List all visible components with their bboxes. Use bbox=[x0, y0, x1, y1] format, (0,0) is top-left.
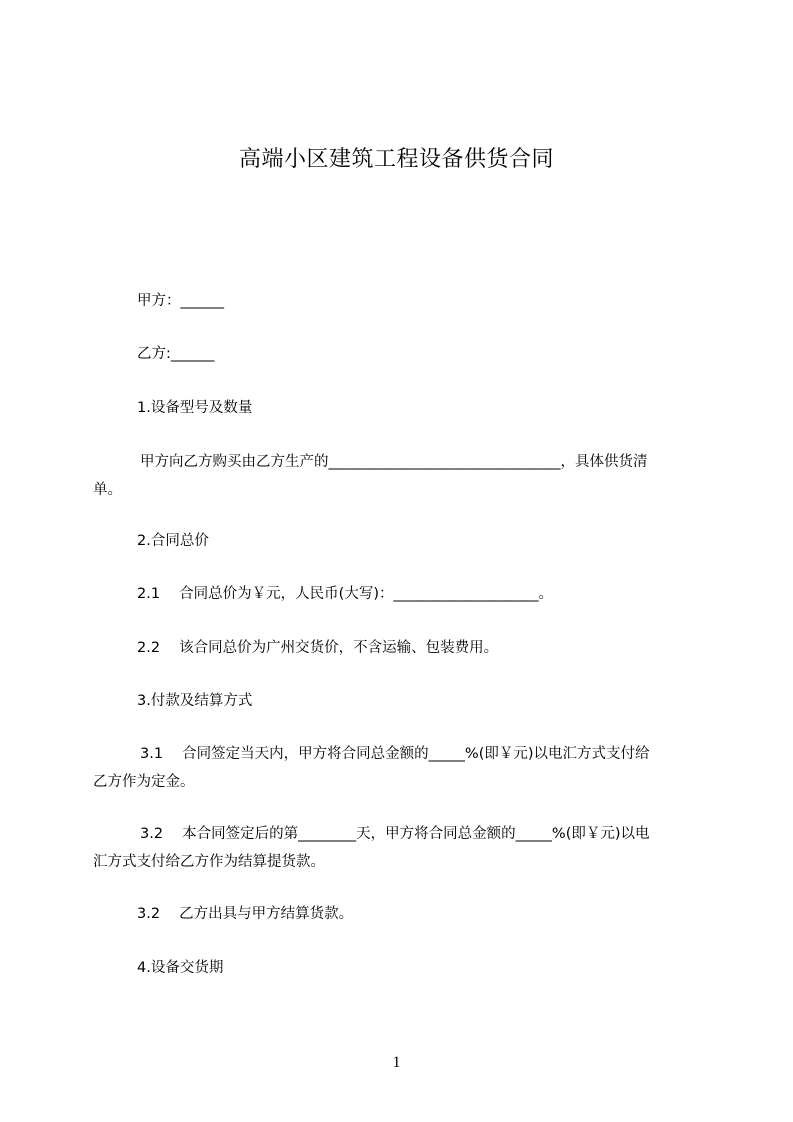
clause-3-2b: 3.2 乙方出具与甲方结算货款。 bbox=[137, 906, 354, 922]
clause-3-1-line-1: 3.1 合同签定当天内，甲方将合同总金额的_____%(即￥元)以电汇方式支付给 bbox=[140, 746, 650, 762]
clause-3-1-paragraph bbox=[93, 740, 705, 796]
section-4-heading: 4.设备交货期 bbox=[137, 960, 224, 976]
section-3-heading: 3.付款及结算方式 bbox=[137, 693, 253, 709]
clause-3-2a-line-2: 汇方式支付给乙方作为结算提货款。 bbox=[93, 854, 325, 870]
clause-2-1: 2.1 合同总价为￥元，人民币(大写)：____________________。 bbox=[137, 586, 553, 602]
section-1-heading: 1.设备型号及数量 bbox=[137, 400, 253, 416]
section-2-heading: 2.合同总价 bbox=[137, 533, 209, 549]
clause-3-1-line-2: 乙方作为定金。 bbox=[93, 774, 195, 790]
page-number: 1 bbox=[392, 1054, 401, 1071]
clause-3-2a-line-1: 3.2 本合同签定后的第________天，甲方将合同总金额的_____%(即￥元)以电 bbox=[140, 826, 650, 842]
section-1-paragraph bbox=[93, 448, 705, 504]
section-1-paragraph-line-2: 单。 bbox=[93, 482, 122, 498]
section-1-paragraph-line-1: 甲方向乙方购买由乙方生产的________________________________，具体供货清 bbox=[140, 454, 648, 470]
clause-3-2a-paragraph bbox=[93, 820, 705, 876]
clause-2-2: 2.2 该合同总价为广州交货价，不含运输、包装费用。 bbox=[137, 640, 499, 656]
document-title: 高端小区建筑工程设备供货合同 bbox=[238, 147, 554, 172]
party-a-line: 甲方：______ bbox=[137, 293, 224, 309]
party-b-line: 乙方:______ bbox=[137, 346, 215, 362]
